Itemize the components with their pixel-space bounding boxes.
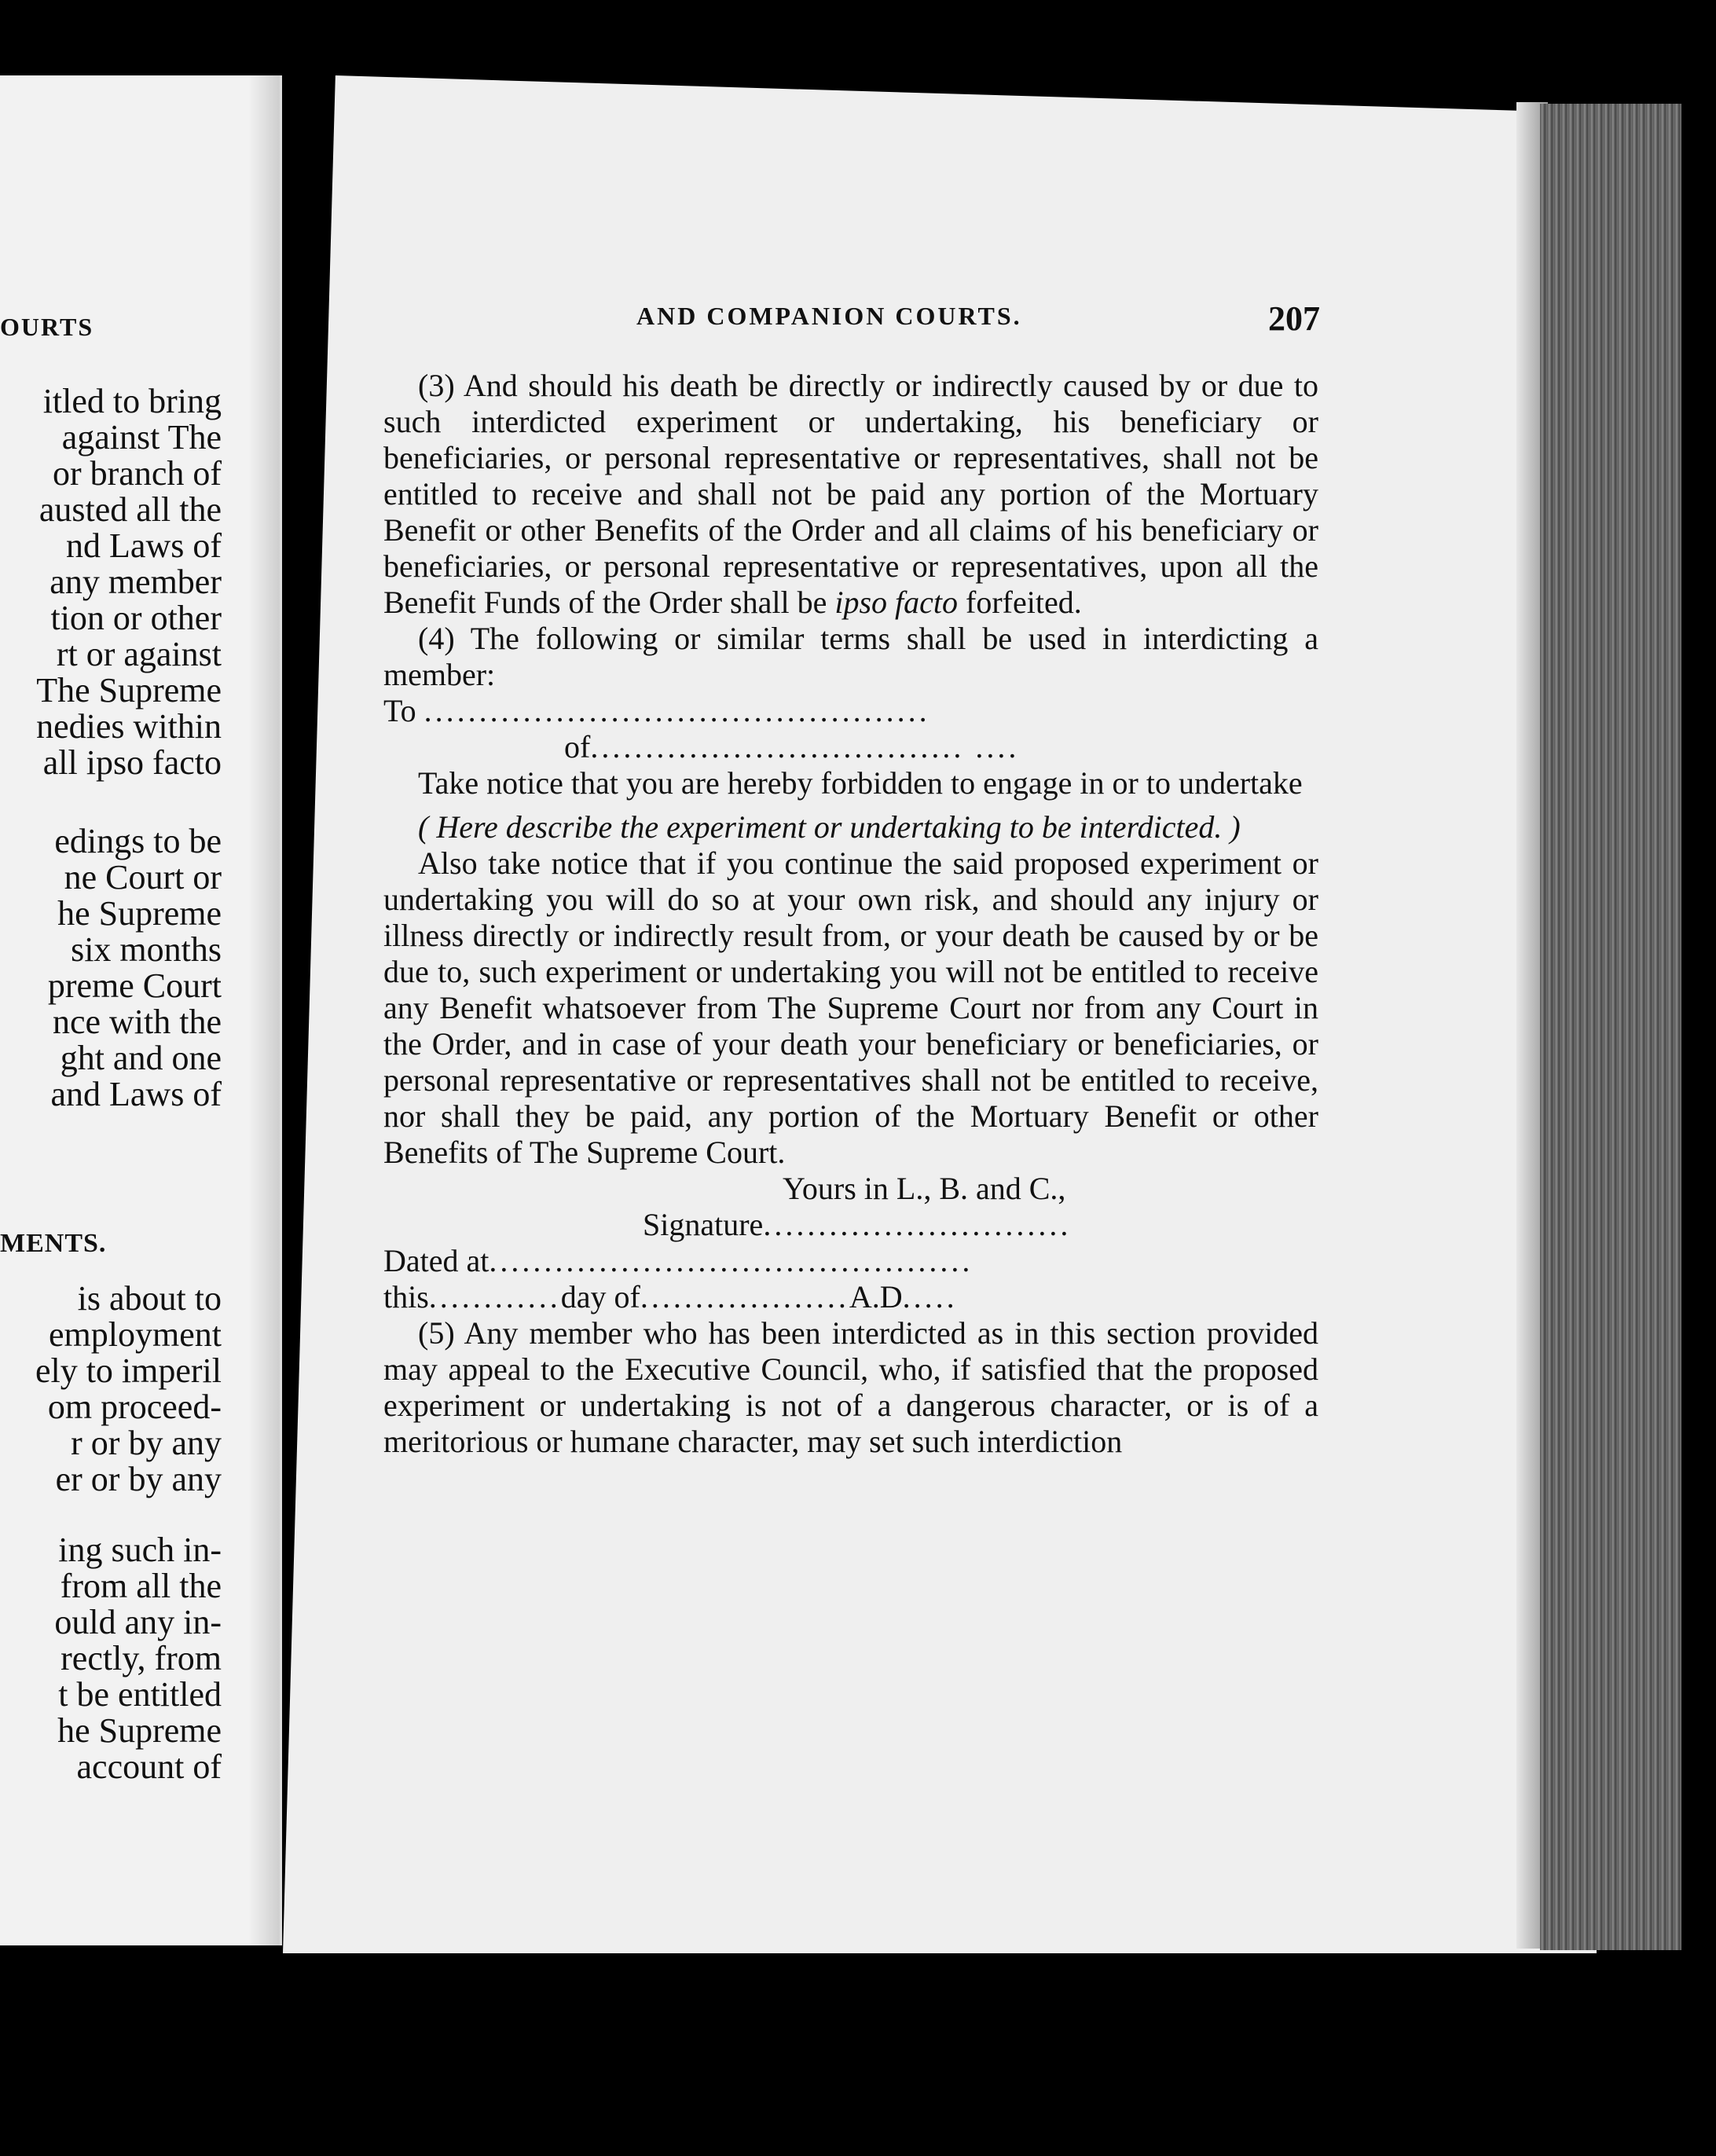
form-to-dots: ..............................................: [424, 693, 930, 728]
left-text-line: rectly, from: [60, 1639, 222, 1678]
left-text-line: ely to imperil: [35, 1351, 222, 1390]
form-to-label: To: [383, 693, 416, 728]
left-text-line: is about to: [77, 1279, 222, 1318]
left-text-line: he Supreme: [57, 894, 222, 933]
dated-label: Dated at: [383, 1243, 490, 1278]
left-text-line: ne Court or: [64, 858, 222, 896]
instruction-paragraph: ( Here describe the experiment or undertaking to be interdicted. ): [418, 809, 1241, 845]
left-text-line: t be entitled: [58, 1675, 222, 1714]
dated-dots: ............................................: [489, 1243, 974, 1278]
left-text-line: nedies within: [36, 707, 222, 746]
paragraph-3: [383, 368, 1318, 621]
running-head: AND COMPANION COURTS.: [636, 302, 1022, 330]
left-text-line: or branch of: [52, 454, 222, 493]
left-text-line: edings to be: [54, 822, 222, 860]
left-text-line: against The: [61, 418, 222, 456]
dated-line: [383, 1243, 1318, 1279]
date-line: [383, 1279, 1318, 1315]
left-text-line: any member: [50, 563, 222, 601]
left-text-line: itled to bring: [42, 382, 222, 420]
form-to-line: [383, 693, 1318, 729]
left-text-line: and Laws of: [50, 1075, 222, 1113]
left-text-line: rt or against: [56, 635, 222, 673]
form-of-dots: .................................. ....: [590, 729, 1020, 764]
left-text-line: account of: [76, 1747, 222, 1786]
gutter-shadow: [248, 75, 280, 1945]
signature-line: [383, 1207, 1318, 1243]
left-text-line: preme Court: [47, 966, 222, 1005]
left-text-line: ght and one: [60, 1039, 222, 1077]
left-text-line: om proceed-: [47, 1388, 222, 1426]
paragraph-5: (5) Any member who has been interdicted as in this section provided may appeal to the Executive Council, who, if satisfied that the proposed experiment or undertaking is not of a dangerous character, or is of a meritorious or humane character, may set such interdiction: [383, 1315, 1318, 1459]
left-subhead: MENTS.: [0, 1229, 107, 1258]
ad-dots: .....: [902, 1279, 958, 1314]
left-text-line: nd Laws of: [66, 526, 222, 565]
day-label: day of: [560, 1279, 640, 1314]
day-dots: ...................: [640, 1279, 849, 1314]
warning-paragraph: Also take notice that if you continue the said proposed experiment or undertaking you will do so at your own risk, and should any injury or illness directly or indirectly result from, or your death be caused by or be due to, such experiment or undertaking you will not be entitled to receive any Benefit whatsoever from The Supreme Court nor from any Court in the Order, and in case of your death your beneficiary or beneficiaries, or personal representative or representatives shall not be entitled to receive, nor shall they be paid, any portion of the Mortuary Benefit or other Benefits of The Supreme Court.: [383, 845, 1318, 1170]
this-dots: ............: [428, 1279, 561, 1314]
ipso-facto-term: ipso facto: [834, 585, 958, 620]
this-label: this: [383, 1279, 429, 1314]
paragraph-4: (4) The following or similar terms shall be used in interdicting a member:: [383, 621, 1318, 692]
paragraph-3-end: forfeited.: [958, 585, 1082, 620]
signature-label: Signature: [643, 1207, 764, 1242]
left-page-header: OURTS: [0, 313, 94, 341]
left-text-line: ould any in-: [54, 1603, 222, 1641]
left-text-line: nce with the: [52, 1003, 222, 1041]
ad-label: A.D: [849, 1279, 903, 1314]
notice-paragraph: Take notice that you are hereby forbidden to engage in or to undertake: [418, 765, 1303, 801]
left-text-line: six months: [71, 930, 222, 969]
page-body: [383, 368, 1318, 1460]
book-page-edges: [1540, 104, 1681, 1950]
signature-dots: ............................: [763, 1207, 1072, 1242]
left-text-line: r or by any: [71, 1424, 222, 1462]
left-text-line: all ipso facto: [42, 743, 222, 782]
left-text-line: he Supreme: [57, 1711, 222, 1750]
left-page-text: [0, 0, 222, 2156]
left-text-line: er or by any: [55, 1460, 222, 1498]
left-text-line: austed all the: [38, 490, 222, 529]
left-text-line: ing such in-: [58, 1531, 222, 1569]
form-of-line: [383, 729, 1318, 765]
form-of-label: of: [564, 729, 591, 764]
page-number: 207: [1268, 299, 1320, 338]
left-text-line: tion or other: [50, 599, 222, 637]
left-text-line: from all the: [60, 1567, 222, 1605]
left-text-line: The Supreme: [36, 671, 222, 710]
closing-line: Yours in L., B. and C.,: [783, 1171, 1066, 1206]
paragraph-3-text: (3) And should his death be directly or indirectly caused by or due to such interdicted experiment or undertaking, his beneficiary or beneficiaries, or personal representative or representatives, shall not be entitled to receive and shall not be paid any portion of the Mortuary Benefit or other Benefits of the Order and all claims of his beneficiary or beneficiaries, or personal representative or representatives, upon all the Benefit Funds of the Order shall be: [383, 368, 1318, 620]
left-text-line: employment: [49, 1315, 222, 1354]
